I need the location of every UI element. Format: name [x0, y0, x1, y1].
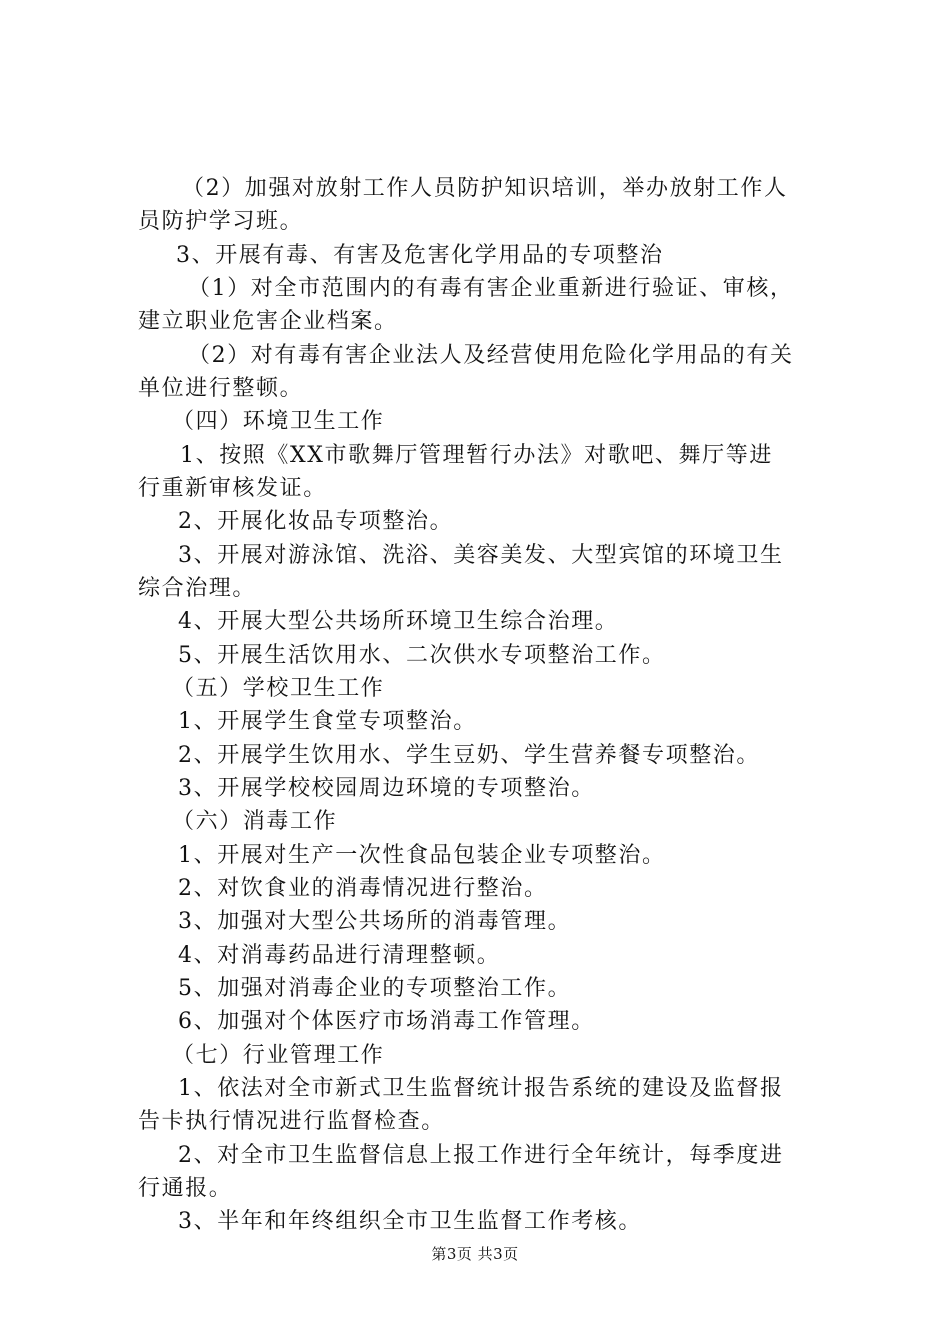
paragraph-line: 3、半年和年终组织全市卫生监督工作考核。	[178, 1209, 642, 1234]
paragraph-line: （1）对全市范围内的有毒有害企业重新进行验证、审核，	[188, 276, 794, 301]
paragraph-line: 单位进行整顿。	[138, 376, 304, 401]
paragraph-line: 员防护学习班。	[138, 209, 304, 234]
paragraph-line: 综合治理。	[138, 576, 257, 601]
paragraph-line: 6、加强对个体医疗市场消毒工作管理。	[178, 1009, 595, 1034]
paragraph-line: 1、依法对全市新式卫生监督统计报告系统的建设及监督报	[178, 1076, 784, 1101]
paragraph-line: 3、开展对游泳馆、洗浴、美容美发、大型宾馆的环境卫生	[178, 543, 784, 568]
paragraph-line: 3、开展有毒、有害及危害化学用品的专项整治	[176, 243, 664, 268]
paragraph-line: 1、按照《XX市歌舞厅管理暂行办法》对歌吧、舞厅等进	[180, 443, 773, 468]
paragraph-line: （2）对有毒有害企业法人及经营使用危险化学用品的有关	[188, 343, 794, 368]
paragraph-line: 行通报。	[138, 1176, 233, 1201]
paragraph-line: （2）加强对放射工作人员防护知识培训，举办放射工作人	[182, 176, 788, 201]
paragraph-line: 1、开展学生食堂专项整治。	[178, 709, 477, 734]
paragraph-line: 行重新审核发证。	[138, 476, 327, 501]
section-heading: （七）行业管理工作	[172, 1043, 385, 1068]
page-footer: 第3页 共3页	[431, 1245, 519, 1263]
paragraph-line: 2、对全市卫生监督信息上报工作进行全年统计，每季度进	[178, 1143, 784, 1168]
paragraph-line: 4、对消毒药品进行清理整顿。	[178, 943, 501, 968]
section-heading: （四）环境卫生工作	[172, 409, 385, 434]
paragraph-line: 2、对饮食业的消毒情况进行整治。	[178, 876, 548, 901]
paragraph-line: 建立职业危害企业档案。	[138, 309, 398, 334]
paragraph-line: 1、开展对生产一次性食品包装企业专项整治。	[178, 843, 666, 868]
paragraph-line: 3、开展学校校园周边环境的专项整治。	[178, 776, 595, 801]
paragraph-line: 2、开展化妆品专项整治。	[178, 509, 454, 534]
paragraph-line: 3、加强对大型公共场所的消毒管理。	[178, 909, 572, 934]
paragraph-line: 5、开展生活饮用水、二次供水专项整治工作。	[178, 643, 666, 668]
section-heading: （六）消毒工作	[172, 809, 338, 834]
paragraph-line: 4、开展大型公共场所环境卫生综合治理。	[178, 609, 619, 634]
paragraph-line: 2、开展学生饮用水、学生豆奶、学生营养餐专项整治。	[178, 743, 760, 768]
paragraph-line: 告卡执行情况进行监督检查。	[138, 1109, 445, 1134]
paragraph-line: 5、加强对消毒企业的专项整治工作。	[178, 976, 572, 1001]
section-heading: （五）学校卫生工作	[172, 676, 385, 701]
